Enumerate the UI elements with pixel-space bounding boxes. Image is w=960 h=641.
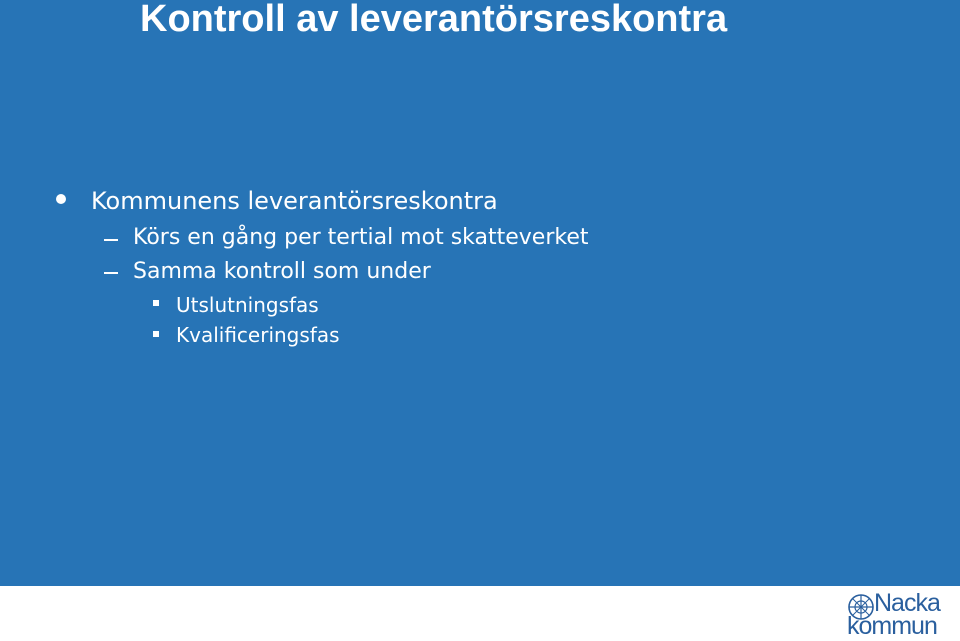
- nacka-logo: [846, 589, 946, 640]
- bullet-level3: Kvalificeringsfas: [176, 323, 340, 347]
- logo-text-line2: kommun: [847, 612, 937, 640]
- logo-text-line1: Nacka: [874, 589, 940, 617]
- dash-bullet-icon: [104, 239, 118, 241]
- bullet-dot-icon: [56, 194, 66, 204]
- bullet-level2: Körs en gång per tertial mot skatteverket: [133, 225, 589, 250]
- bullet-level1: Kommunens leverantörsreskontra: [91, 187, 498, 215]
- dash-bullet-icon: [104, 272, 118, 274]
- square-bullet-icon: [153, 331, 159, 337]
- bullet-level3: Utslutningsfas: [176, 293, 319, 317]
- slide-title: Kontroll av leverantörsreskontra: [140, 0, 728, 40]
- footer: [0, 586, 960, 641]
- square-bullet-icon: [153, 300, 159, 306]
- bullet-level2: Samma kontroll som under: [133, 259, 431, 284]
